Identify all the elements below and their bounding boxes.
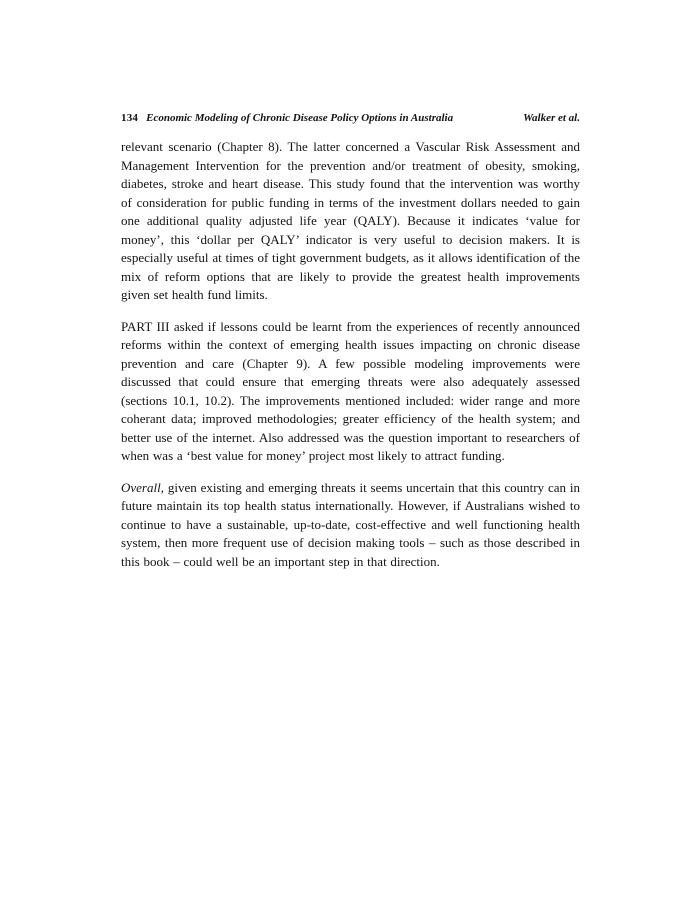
paragraph-3-lead: Overall, [121, 479, 164, 495]
paragraph-2 [121, 318, 580, 466]
running-header-left [121, 112, 453, 124]
page-number: 134 [121, 112, 139, 124]
paragraph-1 [121, 138, 580, 305]
running-header-authors: Walker et al. [523, 112, 580, 124]
page-content [121, 112, 580, 571]
running-header [121, 112, 580, 124]
running-title: Economic Modeling of Chronic Disease Policy Options in Australia [146, 112, 454, 124]
paragraph-1-text: relevant scenario (Chapter 8). The latter concerned a Vascular Risk Assessment and Management Intervention for the prevention and/or treatment of obesity, smoking, diabetes, stroke and heart disease. This study found that the intervention was worthy of consideration for public funding in terms of the investment dollars needed to gain one additional quality adjusted life year (QALY). Because it indicates ‘value for money’, this ‘dollar per QALY’ indicator is very useful to decision makers. It is especially useful at times of tight government budgets, as it allows identification of the mix of reform options that are likely to provide the greatest health improvements given set health fund limits. [121, 139, 580, 302]
body-text [121, 138, 580, 571]
paragraph-2-text: PART III asked if lessons could be learnt from the experiences of recently announced reforms within the context of emerging health issues impacting on chronic disease prevention and care (Chapter 9). A few possible modeling improvements were discussed that could ensure that emerging threats were also adequately assessed (sections 10.1, 10.2). The improvements mentioned included: wider range and more coherant data; improved methodologies; greater efficiency of the health system; and better use of the internet. Also addressed was the question important to researchers of when was a ‘best value for money’ project most likely to attract funding. [121, 318, 580, 463]
paragraph-3 [121, 479, 580, 572]
paragraph-3-text: given existing and emerging threats it seems uncertain that this country can in future maintain its top health status internationally. However, if Australians wished to continue to have a sustainable, up-to-date, cost-effective and well functioning health system, then more frequent use of decision making tools – such as those described in this book – could well be an important step in that direction. [121, 479, 580, 569]
